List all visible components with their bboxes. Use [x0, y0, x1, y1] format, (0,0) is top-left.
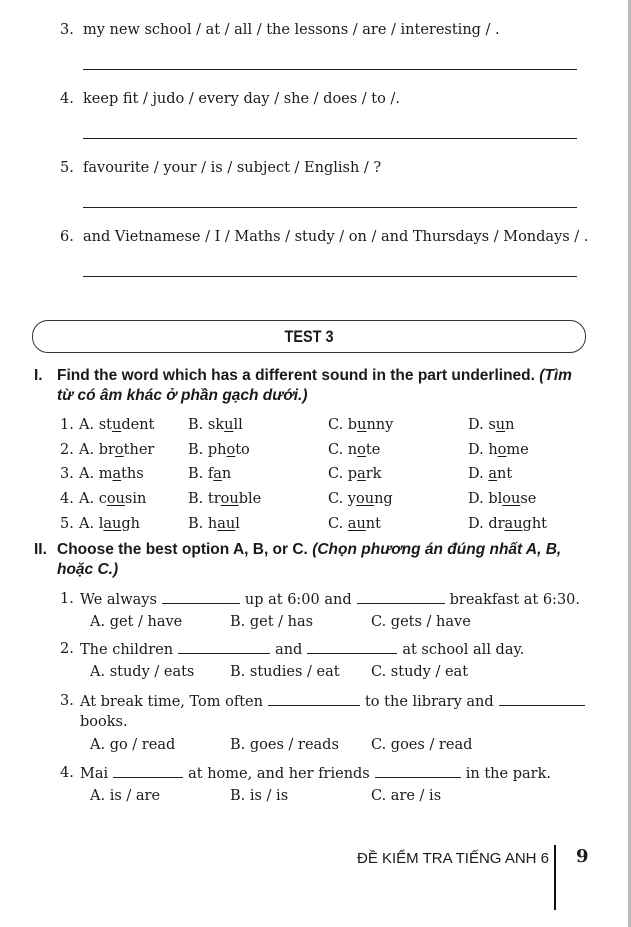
word-option [79, 417, 154, 433]
underlined-part: u [224, 417, 234, 433]
word-prefix: c [98, 491, 107, 508]
underlined-part: u [111, 417, 122, 433]
word-suffix: gh [121, 515, 140, 532]
underlined-part: o [357, 441, 366, 458]
word-suffix: ble [238, 491, 262, 508]
word-option [79, 442, 154, 458]
word-suffix: nt [365, 515, 381, 532]
option-letter: A. [79, 417, 95, 433]
answer-option[interactable]: A. is / are [90, 787, 161, 804]
word-option [468, 516, 547, 532]
stem-text: to the library and [364, 694, 494, 710]
word-option [468, 417, 514, 433]
option-letter: A. [79, 441, 95, 458]
answer-line[interactable] [83, 207, 577, 208]
stem-text: at school all day. [402, 642, 525, 658]
word-prefix: b [347, 417, 358, 433]
underlined-part: o [226, 441, 236, 458]
word-suffix: ll [233, 417, 243, 433]
option-letter: D. [468, 466, 484, 483]
answer-line[interactable] [83, 69, 577, 70]
underlined-part: au [217, 515, 236, 532]
option-letter: B. [188, 441, 204, 458]
section2-instruction-en: Choose the best option A, B, or C. [57, 541, 308, 558]
option-letter: D. [468, 441, 484, 458]
section1-instruction [57, 367, 572, 385]
row-number: 4. [60, 491, 74, 508]
answer-blank[interactable] [307, 641, 397, 654]
option-letter: A. [79, 491, 95, 508]
answer-option[interactable]: C. gets / have [371, 613, 471, 630]
section1-instruction-en: Find the word which has a different sound in the part underlined. [57, 367, 535, 384]
test-title: TEST 3 [284, 327, 334, 346]
item-text: my new school / at / all / the lessons / are / interesting / . [83, 22, 500, 38]
option-letter: D. [468, 515, 484, 532]
word-option [188, 417, 243, 433]
answer-blank[interactable] [162, 591, 240, 604]
stem-text: At break time, Tom often [80, 694, 263, 710]
answer-line[interactable] [83, 276, 577, 277]
option-letter: C. [328, 491, 344, 508]
answer-option[interactable]: C. are / is [371, 787, 442, 804]
underlined-part: a [357, 466, 366, 483]
question-number: 3. [60, 693, 74, 709]
item-number: 6. [60, 229, 74, 245]
word-option [468, 442, 529, 458]
question-stem [80, 641, 524, 658]
word-prefix: m [98, 466, 113, 483]
answer-option[interactable]: B. get / has [230, 613, 314, 630]
word-suffix: se [520, 491, 537, 508]
section2-numeral: II. [34, 541, 47, 558]
question-stem [80, 693, 590, 710]
section2-instruction-vi-2: hoặc C.) [57, 561, 119, 578]
answer-option[interactable]: C. goes / read [371, 736, 473, 753]
word-prefix: l [98, 515, 104, 532]
answer-blank[interactable] [268, 693, 360, 706]
word-option [328, 417, 393, 433]
word-prefix: st [98, 417, 112, 433]
word-suffix: nt [496, 466, 513, 483]
section2-instruction [57, 541, 561, 559]
option-letter: C. [328, 441, 344, 458]
word-option [188, 442, 250, 458]
row-number: 2. [60, 441, 74, 458]
word-suffix: rk [365, 466, 382, 483]
underlined-part: ou [502, 491, 521, 508]
option-letter: B. [188, 491, 204, 508]
word-prefix: s [488, 417, 496, 433]
word-option [188, 516, 240, 532]
option-letter: C. [328, 417, 344, 433]
word-suffix: te [365, 441, 381, 458]
word-option [328, 442, 380, 458]
option-letter: A. [79, 466, 95, 483]
row-number: 5. [60, 515, 74, 532]
underlined-part: u [495, 417, 506, 433]
underlined-part: u [357, 417, 367, 433]
word-option [188, 491, 261, 507]
word-suffix: ths [121, 466, 144, 483]
word-prefix: bl [488, 491, 503, 508]
question-stem [80, 591, 580, 608]
underlined-part: au [347, 515, 366, 532]
underlined-part: o [114, 441, 124, 458]
word-option [328, 516, 381, 532]
word-option [328, 491, 393, 507]
answer-blank[interactable] [178, 641, 270, 654]
item-text: and Vietnamese / I / Maths / study / on / and Thursdays / Mondays / . [83, 229, 589, 245]
word-suffix: dent [121, 417, 155, 433]
question-stem [80, 765, 551, 782]
item-number: 3. [60, 22, 74, 38]
word-prefix: sk [207, 417, 225, 433]
underlined-part: au [504, 515, 523, 532]
footer-book-title: ĐỀ KIỂM TRA TIẾNG ANH 6 [357, 850, 549, 867]
word-prefix: p [347, 466, 358, 483]
word-option [79, 466, 144, 482]
word-suffix: ght [522, 515, 547, 532]
row-number: 1. [60, 417, 74, 433]
section1-instruction-vi-2: từ có âm khác ở phần gạch dưới.) [57, 387, 308, 404]
option-letter: D. [468, 491, 484, 508]
page-number: 9 [576, 846, 589, 867]
word-prefix: f [207, 466, 214, 483]
stem-text: and [275, 642, 303, 658]
item-text: keep fit / judo / every day / she / does / to /. [83, 91, 400, 107]
item-text: favourite / your / is / subject / English / ? [83, 160, 382, 176]
word-prefix: y [347, 491, 356, 508]
answer-blank[interactable] [357, 591, 445, 604]
answer-option[interactable]: A. go / read [90, 736, 176, 753]
answer-option[interactable]: B. studies / eat [230, 663, 340, 680]
answer-option[interactable]: A. study / eats [90, 663, 195, 680]
option-letter: D. [468, 417, 484, 433]
test-title-box [32, 320, 586, 353]
stem-text: The children [80, 642, 174, 658]
underlined-part: ou [356, 491, 375, 508]
word-prefix: br [98, 441, 115, 458]
underlined-part: ou [106, 491, 125, 508]
word-suffix: ng [374, 491, 393, 508]
word-prefix: ph [207, 441, 227, 458]
item-number: 5. [60, 160, 74, 176]
word-prefix: tr [207, 491, 221, 508]
answer-option[interactable]: A. get / have [90, 613, 183, 630]
option-letter: B. [188, 417, 204, 433]
word-prefix: n [347, 441, 358, 458]
stem-text: Mai [80, 766, 109, 782]
question-number: 2. [60, 641, 74, 657]
question-number: 4. [60, 765, 74, 781]
word-option [328, 466, 381, 482]
word-suffix: me [506, 441, 529, 458]
stem-text: at home, and her friends [188, 766, 370, 782]
underlined-part: a [488, 466, 497, 483]
underlined-part: ou [220, 491, 239, 508]
word-suffix: nny [366, 417, 394, 433]
section2-instruction-vi-1: (Chọn phương án đúng nhất A, B, [312, 541, 562, 558]
word-option [188, 466, 231, 482]
option-letter: C. [328, 515, 344, 532]
underlined-part: a [112, 466, 122, 483]
stem-text: up at 6:00 and [244, 592, 352, 608]
underlined-part: a [213, 466, 222, 483]
word-option [79, 516, 140, 532]
word-option [468, 466, 512, 482]
word-prefix: h [207, 515, 218, 532]
answer-option[interactable]: C. study / eat [371, 663, 469, 680]
word-suffix: sin [124, 491, 147, 508]
option-letter: B. [188, 466, 204, 483]
footer-divider [554, 845, 556, 910]
word-suffix: n [221, 466, 232, 483]
stem-text: breakfast at 6:30. [449, 592, 581, 608]
word-suffix: ther [123, 441, 155, 458]
answer-line[interactable] [83, 138, 577, 139]
word-prefix: dr [488, 515, 505, 532]
option-letter: B. [188, 515, 204, 532]
answer-option[interactable]: B. is / is [230, 787, 289, 804]
word-option [468, 491, 536, 507]
question-stem-continued: books. [80, 714, 128, 730]
stem-text: We always [80, 592, 157, 608]
answer-blank[interactable] [113, 765, 183, 778]
section1-numeral: I. [34, 367, 43, 384]
word-prefix: h [488, 441, 498, 458]
word-suffix: l [235, 515, 240, 532]
option-letter: A. [79, 515, 95, 532]
question-number: 1. [60, 591, 74, 607]
word-option [79, 491, 146, 507]
word-suffix: to [235, 441, 250, 458]
word-suffix: n [505, 417, 515, 433]
section1-instruction-vi-1: (Tìm [539, 367, 572, 384]
answer-option[interactable]: B. goes / reads [230, 736, 339, 753]
stem-text: in the park. [465, 766, 551, 782]
option-letter: C. [328, 466, 344, 483]
answer-blank[interactable] [499, 693, 585, 706]
underlined-part: au [103, 515, 122, 532]
item-number: 4. [60, 91, 74, 107]
underlined-part: o [497, 441, 507, 458]
row-number: 3. [60, 466, 74, 483]
answer-blank[interactable] [375, 765, 461, 778]
